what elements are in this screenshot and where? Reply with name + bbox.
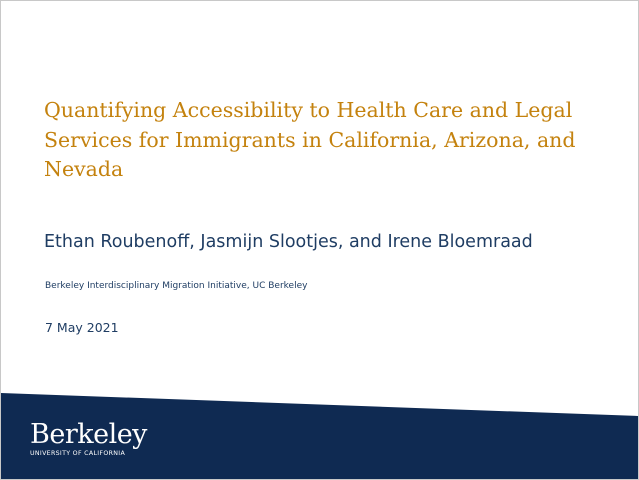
logo-wordmark: Berkeley	[30, 419, 147, 450]
footer-band	[1, 1, 638, 479]
slide-date: 7 May 2021	[45, 320, 119, 335]
slide-title: Quantifying Accessibility to Health Care and Legal Services for Immigrants in California, Arizona, and Nevada	[44, 98, 576, 181]
slide-authors: Ethan Roubenoff, Jasmijn Slootjes, and Irene Bloemraad	[44, 232, 533, 252]
logo-subtitle: UNIVERSITY OF CALIFORNIA	[30, 450, 126, 457]
slide-affiliation: Berkeley Interdisciplinary Migration Initiative, UC Berkeley	[45, 281, 308, 291]
berkeley-logo	[30, 420, 147, 458]
